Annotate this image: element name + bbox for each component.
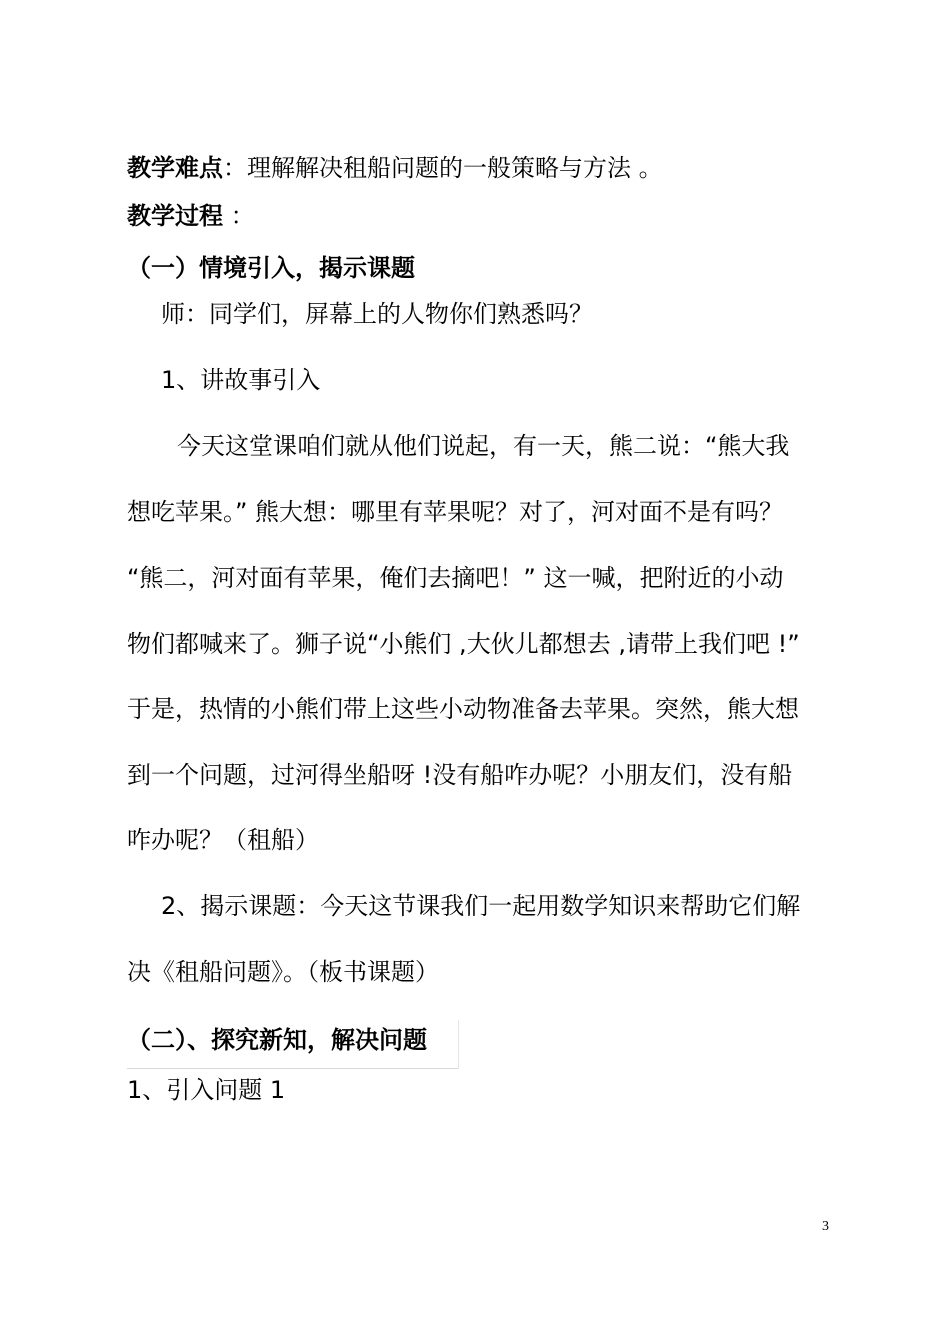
teaching-process-label: 教学过程 [127,202,223,230]
teaching-difficulty-text: ：理解解决租船问题的一般策略与方法 。 [223,154,663,182]
story-line: 于是，热情的小熊们带上这些小动物准备去苹果。突然，熊大想 [127,695,799,723]
teacher-question: 师：同学们，屏幕上的人物你们熟悉吗？ [161,300,593,328]
story-line: 到一个问题，过河得坐船呀 !没有船咋办呢？小朋友们，没有船 [127,761,793,789]
section-heading-underline [127,1068,459,1069]
section-heading-1: （一）情境引入，揭示课题 [127,254,415,282]
teaching-difficulty-label: 教学难点 [127,154,223,182]
page-number: 3 [822,1219,829,1234]
reveal-topic-line: 2、揭示课题：今天这节课我们一起用数学知识来帮助它们解 [161,892,801,920]
teaching-process-line [127,200,255,232]
story-line: 物们都喊来了。狮子说“小熊们 ,大伙儿都想去 ,请带上我们吧 !” [127,630,800,658]
story-subtitle: 1、讲故事引入 [161,366,321,394]
story-line: 想吃苹果。” 熊大想：哪里有苹果呢？对了，河对面不是有吗？ [127,498,784,526]
story-line: “熊二，河对面有苹果，俺们去摘吧！” 这一喊，把附近的小动 [127,564,784,592]
teaching-process-text: ： [223,202,255,230]
story-line: 咋办呢？（租船） [127,826,319,854]
problem-1-intro: 1、引入问题 1 [127,1076,286,1104]
reveal-topic-line: 决《租船问题》。（板书课题） [127,958,439,986]
section-heading-2: （二）、探究新知，解决问题 [127,1026,427,1054]
section-heading-border [458,1020,459,1069]
teaching-difficulty-line [127,152,663,184]
story-line: 今天这堂课咱们就从他们说起，有一天，熊二说：“熊大我 [177,432,790,460]
